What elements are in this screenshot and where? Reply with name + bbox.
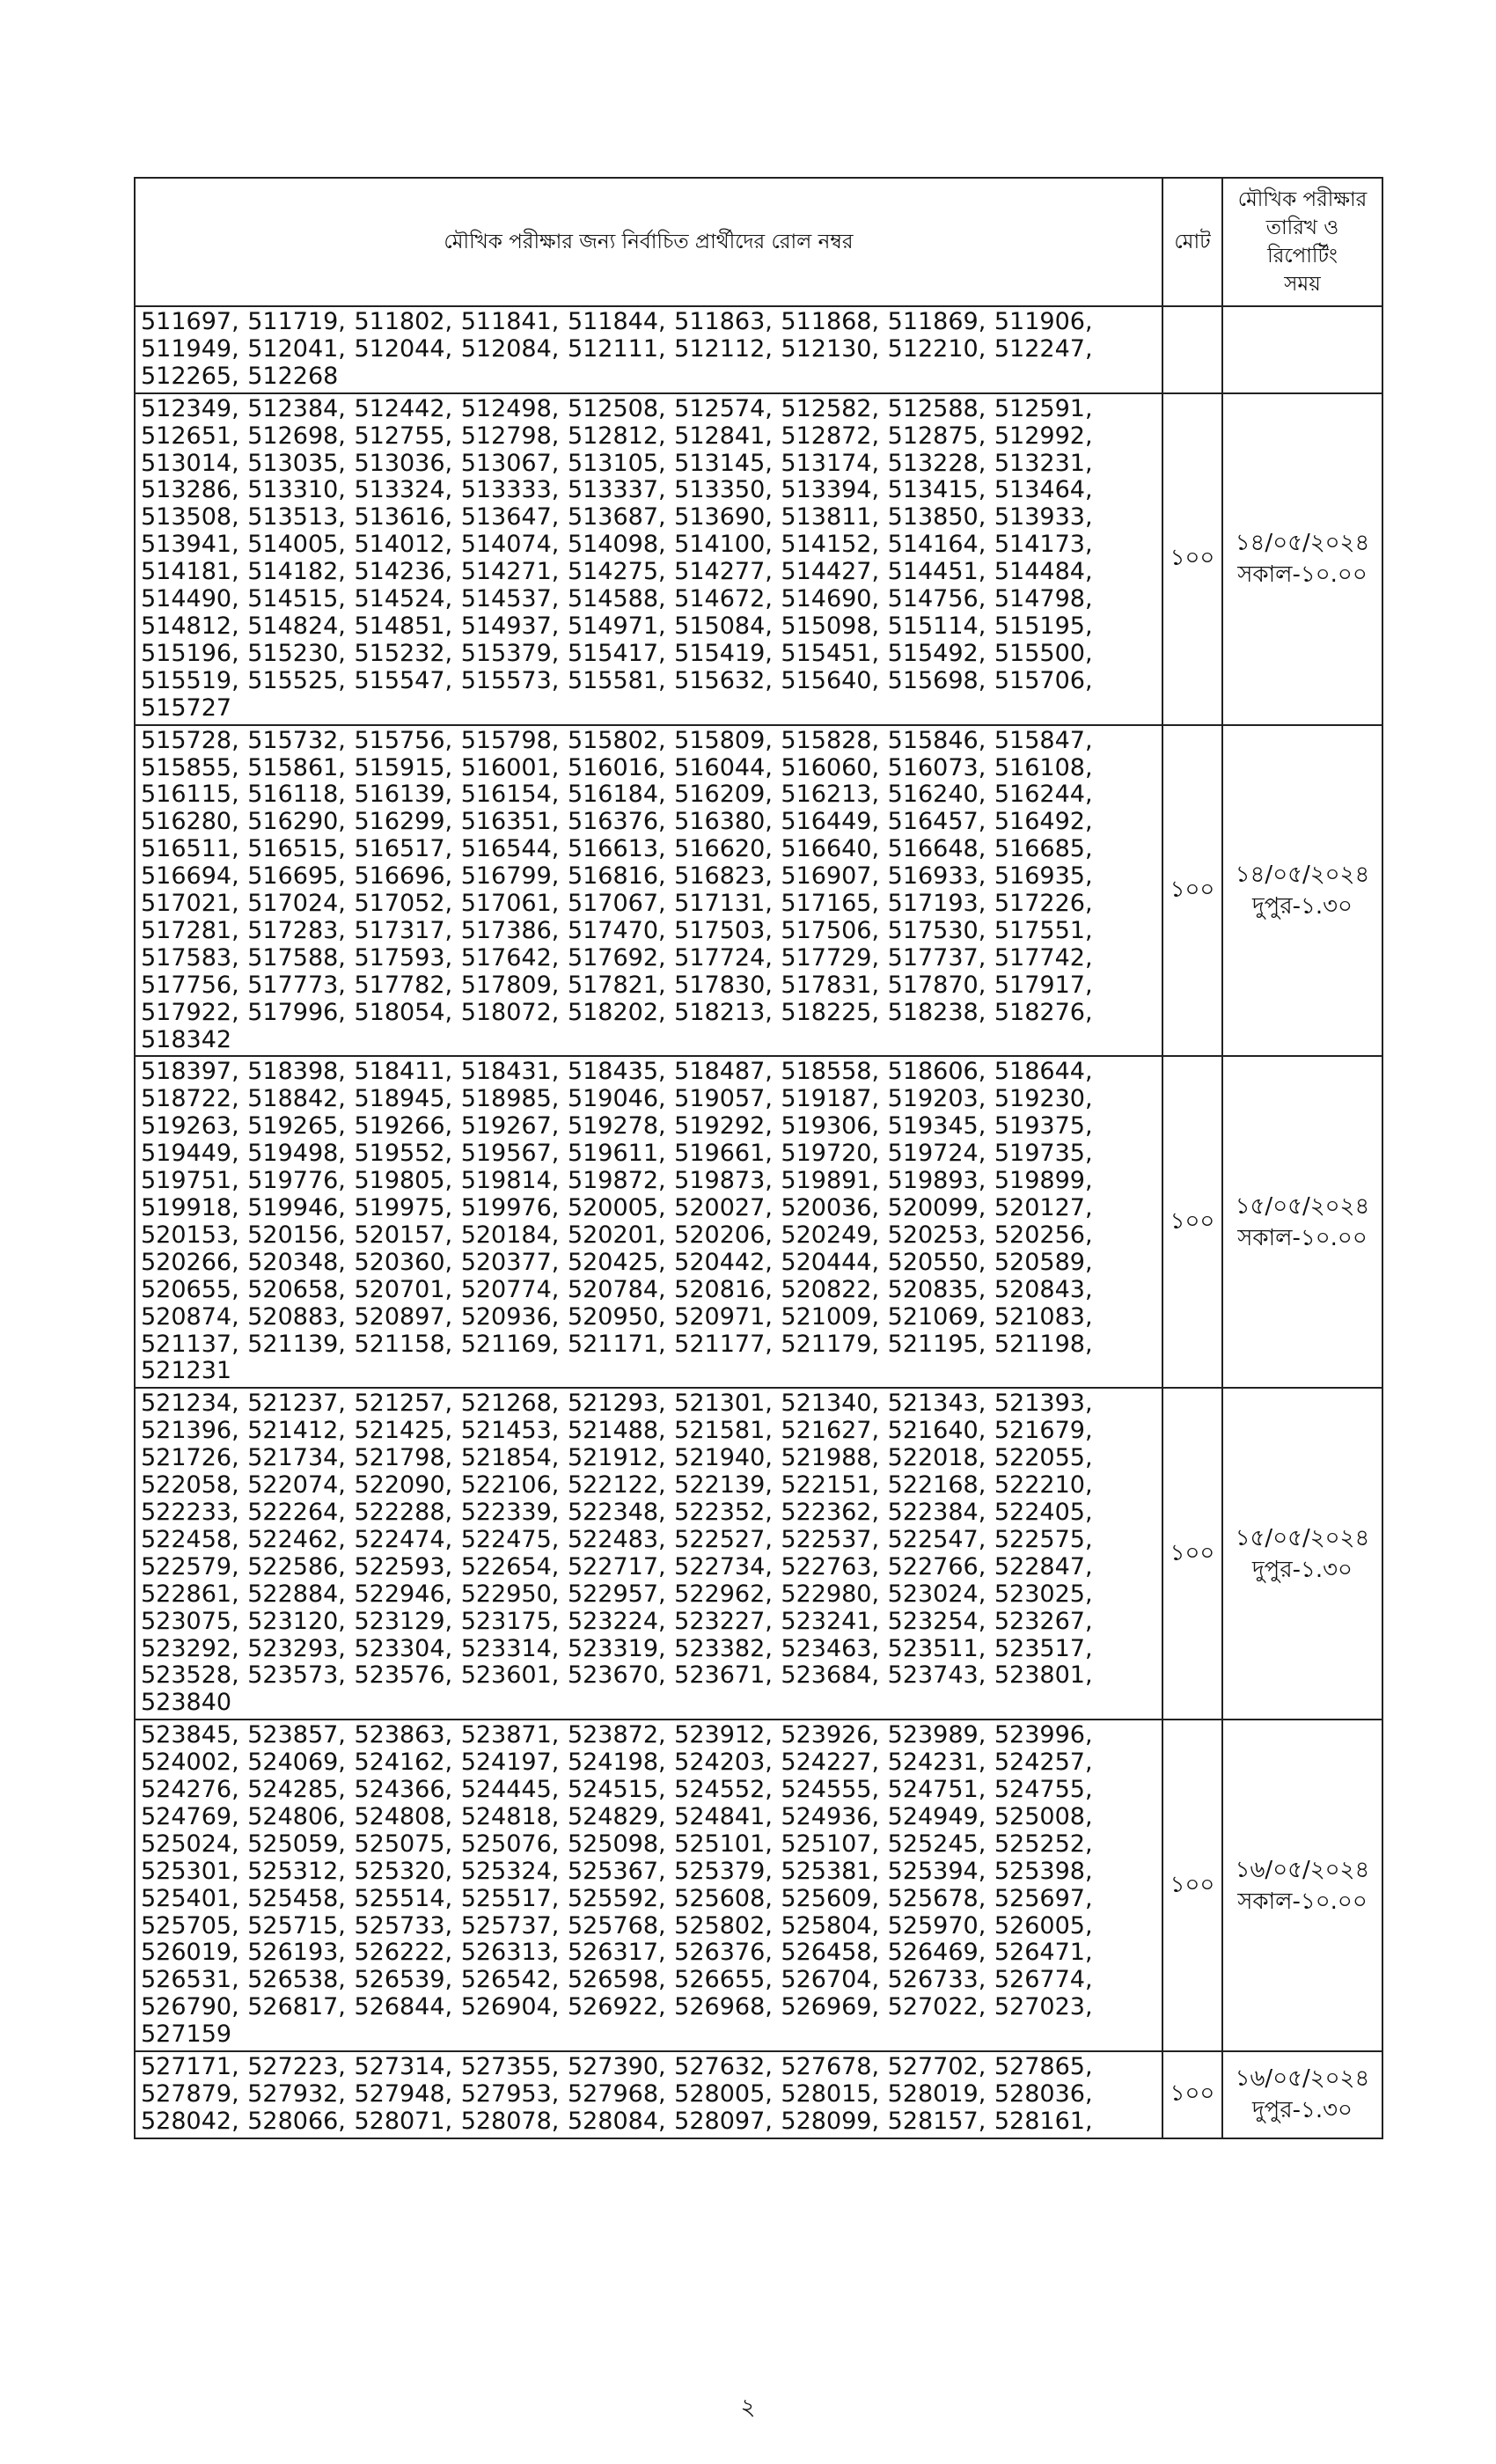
roll-number-line: 519918, 519946, 519975, 519976, 520005, 520027, 520036, 520099, 520127, bbox=[141, 1194, 1093, 1221]
roll-number-line: 518722, 518842, 518945, 518985, 519046, 519057, 519187, 519203, 519230, bbox=[141, 1085, 1093, 1113]
roll-number-line: 512349, 512384, 512442, 512498, 512508, 512574, 512582, 512588, 512591, bbox=[141, 394, 1093, 422]
roll-number-line: 522058, 522074, 522090, 522106, 522122, 522139, 522151, 522168, 522210, bbox=[141, 1471, 1093, 1500]
roll-number-line: 511697, 511719, 511802, 511841, 511844, 511863, 511868, 511869, 511906, bbox=[141, 308, 1093, 335]
roll-number-line: 515728, 515732, 515756, 515798, 515802, 515809, 515828, 515846, 515847, bbox=[141, 726, 1093, 754]
roll-number-line: 527879, 527932, 527948, 527953, 527968, 528005, 528015, 528019, 528036, bbox=[141, 2080, 1093, 2108]
reporting-time: সকাল-১০.০০ bbox=[1237, 561, 1368, 589]
schedule-header-line: সময় bbox=[1284, 273, 1321, 296]
table-row bbox=[135, 393, 1382, 725]
roll-number-line: 515196, 515230, 515232, 515379, 515417, 515419, 515451, 515492, 515500, bbox=[141, 639, 1093, 667]
table-row bbox=[135, 306, 1382, 393]
viva-date: ১৪/০৫/২০২৪ bbox=[1235, 862, 1370, 889]
reporting-time: দুপুর-১.৩০ bbox=[1252, 2097, 1353, 2124]
roll-number-line: 517922, 517996, 518054, 518072, 518202, 518213, 518225, 518238, 518276, bbox=[141, 998, 1093, 1026]
schedule-cell bbox=[1222, 393, 1382, 725]
roll-number-line: 512651, 512698, 512755, 512798, 512812, 512841, 512872, 512875, 512992, bbox=[141, 422, 1093, 450]
roll-numbers-cell bbox=[135, 393, 1162, 725]
roll-number-line: 515519, 515525, 515547, 515573, 515581, 515632, 515640, 515698, 515706, bbox=[141, 666, 1093, 694]
roll-number-line: 520655, 520658, 520701, 520774, 520784, 520816, 520822, 520835, 520843, bbox=[141, 1275, 1093, 1303]
roll-number-line: 526531, 526538, 526539, 526542, 526598, 526655, 526704, 526733, 526774, bbox=[141, 1966, 1093, 1994]
roll-number-line: 521137, 521139, 521158, 521169, 521171, 521177, 521179, 521195, 521198, bbox=[141, 1330, 1093, 1358]
roll-number-line: 524769, 524806, 524808, 524818, 524829, 524841, 524936, 524949, 525008, bbox=[141, 1802, 1093, 1830]
roll-numbers-cell bbox=[135, 1388, 1162, 1720]
roll-number-line: 522579, 522586, 522593, 522654, 522717, 522734, 522763, 522766, 522847, bbox=[141, 1552, 1093, 1580]
roll-number-line: 522861, 522884, 522946, 522950, 522957, 522962, 522980, 523024, 523025, bbox=[141, 1580, 1093, 1608]
roll-numbers-cell bbox=[135, 306, 1162, 393]
roll-number-line: 517583, 517588, 517593, 517642, 517692, 517724, 517729, 517737, 517742, bbox=[141, 943, 1093, 972]
roll-number-line: 514812, 514824, 514851, 514937, 514971, 515084, 515098, 515114, 515195, bbox=[141, 612, 1093, 640]
roll-number-line: 516694, 516695, 516696, 516799, 516816, 516823, 516907, 516933, 516935, bbox=[141, 862, 1093, 891]
roll-number-line: 519263, 519265, 519266, 519267, 519278, 519292, 519306, 519345, 519375, bbox=[141, 1112, 1093, 1140]
roll-number-line: 521234, 521237, 521257, 521268, 521293, 521301, 521340, 521343, 521393, bbox=[141, 1390, 1093, 1418]
total-cell: ১০০ bbox=[1162, 725, 1222, 1057]
viva-date: ১৪/০৫/২০২৪ bbox=[1235, 530, 1370, 557]
roll-number-line: 521726, 521734, 521798, 521854, 521912, 521940, 521988, 522018, 522055, bbox=[141, 1444, 1093, 1472]
roll-number-line: 523075, 523120, 523129, 523175, 523224, 523227, 523241, 523254, 523267, bbox=[141, 1607, 1093, 1635]
roll-number-line: 523840 bbox=[141, 1689, 232, 1717]
reporting-time: দুপুর-১.৩০ bbox=[1252, 1556, 1353, 1583]
roll-number-line: 522458, 522462, 522474, 522475, 522483, 522527, 522537, 522547, 522575, bbox=[141, 1525, 1093, 1553]
roll-number-line: 517281, 517283, 517317, 517386, 517470, 517503, 517506, 517530, 517551, bbox=[141, 916, 1093, 944]
roll-number-line: 515855, 515861, 515915, 516001, 516016, 516044, 516060, 516073, 516108, bbox=[141, 753, 1093, 781]
schedule-cell bbox=[1222, 1388, 1382, 1720]
roll-number-line: 525301, 525312, 525320, 525324, 525367, 525379, 525381, 525394, 525398, bbox=[141, 1857, 1093, 1885]
reporting-time: দুপুর-১.৩০ bbox=[1252, 893, 1353, 920]
schedule-header-line: তারিখ ও রিপোর্টিং bbox=[1265, 216, 1339, 268]
viva-date: ১৫/০৫/২০২৪ bbox=[1235, 1524, 1370, 1551]
roll-number-line: 523528, 523573, 523576, 523601, 523670, 523671, 523684, 523743, 523801, bbox=[141, 1661, 1093, 1690]
roll-numbers-header: মৌখিক পরীক্ষার জন্য নির্বাচিত প্রার্থীদের রোল নম্বর bbox=[135, 178, 1162, 306]
roll-numbers-cell bbox=[135, 1720, 1162, 2051]
total-cell: ১০০ bbox=[1162, 1720, 1222, 2051]
table-row bbox=[135, 1056, 1382, 1388]
schedule-cell bbox=[1222, 306, 1382, 393]
roll-number-line: 516280, 516290, 516299, 516351, 516376, 516380, 516449, 516457, 516492, bbox=[141, 808, 1093, 836]
roll-number-line: 519449, 519498, 519552, 519567, 519611, 519661, 519720, 519724, 519735, bbox=[141, 1140, 1093, 1168]
roll-number-line: 521231 bbox=[141, 1357, 232, 1385]
roll-number-line: 520153, 520156, 520157, 520184, 520201, 520206, 520249, 520253, 520256, bbox=[141, 1221, 1093, 1249]
reporting-time: সকাল-১০.০০ bbox=[1237, 1888, 1368, 1915]
roll-numbers-cell bbox=[135, 1056, 1162, 1388]
schedule-header-line: মৌখিক পরীক্ষার bbox=[1237, 188, 1368, 211]
roll-number-line: 526790, 526817, 526844, 526904, 526922, 526968, 526969, 527022, 527023, bbox=[141, 1993, 1093, 2021]
table-row bbox=[135, 725, 1382, 1057]
roll-number-line: 522233, 522264, 522288, 522339, 522348, 522352, 522362, 522384, 522405, bbox=[141, 1498, 1093, 1526]
reporting-time: সকাল-১০.০০ bbox=[1237, 1224, 1368, 1251]
viva-date: ১৬/০৫/২০২৪ bbox=[1235, 2065, 1370, 2093]
table-row bbox=[135, 1720, 1382, 2051]
schedule-header bbox=[1222, 178, 1382, 306]
roll-number-line: 527159 bbox=[141, 2020, 232, 2049]
roll-number-line: 518397, 518398, 518411, 518431, 518435, 518487, 518558, 518606, 518644, bbox=[141, 1058, 1093, 1086]
table-body bbox=[135, 306, 1382, 2138]
roll-number-line: 528042, 528066, 528071, 528078, 528084, 528097, 528099, 528157, 528161, bbox=[141, 2107, 1093, 2135]
roll-number-line: 511949, 512041, 512044, 512084, 512111, 512112, 512130, 512210, 512247, bbox=[141, 334, 1093, 363]
roll-number-line: 517756, 517773, 517782, 517809, 517821, 517830, 517831, 517870, 517917, bbox=[141, 971, 1093, 999]
roll-number-line: 514490, 514515, 514524, 514537, 514588, 514672, 514690, 514756, 514798, bbox=[141, 585, 1093, 613]
page-number: ২ bbox=[740, 2394, 756, 2421]
roll-number-line: 525024, 525059, 525075, 525076, 525098, 525101, 525107, 525245, 525252, bbox=[141, 1830, 1093, 1858]
roll-number-line: 520266, 520348, 520360, 520377, 520425, 520442, 520444, 520550, 520589, bbox=[141, 1248, 1093, 1276]
roll-number-line: 524276, 524285, 524366, 524445, 524515, 524552, 524555, 524751, 524755, bbox=[141, 1776, 1093, 1804]
roll-number-line: 518342 bbox=[141, 1025, 232, 1053]
schedule-cell bbox=[1222, 1056, 1382, 1388]
viva-date: ১৫/০৫/২০২৪ bbox=[1235, 1192, 1370, 1220]
schedule-cell bbox=[1222, 2051, 1382, 2138]
roll-number-line: 523292, 523293, 523304, 523314, 523319, 523382, 523463, 523511, 523517, bbox=[141, 1634, 1093, 1662]
total-header: মোট bbox=[1162, 178, 1222, 306]
roll-number-line: 524002, 524069, 524162, 524197, 524198, 524203, 524227, 524231, 524257, bbox=[141, 1749, 1093, 1777]
total-cell: ১০০ bbox=[1162, 393, 1222, 725]
roll-number-line: 525705, 525715, 525733, 525737, 525768, 525802, 525804, 525970, 526005, bbox=[141, 1911, 1093, 1940]
table-row bbox=[135, 1388, 1382, 1720]
total-cell: ১০০ bbox=[1162, 1388, 1222, 1720]
total-cell bbox=[1162, 306, 1222, 393]
roll-number-line: 525401, 525458, 525514, 525517, 525592, 525608, 525609, 525678, 525697, bbox=[141, 1884, 1093, 1912]
roll-number-line: 515727 bbox=[141, 693, 232, 722]
roll-number-line: 516511, 516515, 516517, 516544, 516613, 516620, 516640, 516648, 516685, bbox=[141, 835, 1093, 863]
roll-number-line: 513508, 513513, 513616, 513647, 513687, 513690, 513811, 513850, 513933, bbox=[141, 503, 1093, 532]
roll-number-line: 517021, 517024, 517052, 517061, 517067, 517131, 517165, 517193, 517226, bbox=[141, 890, 1093, 918]
roll-number-line: 526019, 526193, 526222, 526313, 526317, 526376, 526458, 526469, 526471, bbox=[141, 1939, 1093, 1967]
roll-number-line: 516115, 516118, 516139, 516154, 516184, 516209, 516213, 516240, 516244, bbox=[141, 781, 1093, 809]
total-cell: ১০০ bbox=[1162, 2051, 1222, 2138]
roll-number-line: 521396, 521412, 521425, 521453, 521488, 521581, 521627, 521640, 521679, bbox=[141, 1417, 1093, 1445]
roll-number-line: 513014, 513035, 513036, 513067, 513105, 513145, 513174, 513228, 513231, bbox=[141, 449, 1093, 477]
roll-number-line: 513941, 514005, 514012, 514074, 514098, 514100, 514152, 514164, 514173, bbox=[141, 531, 1093, 559]
roll-numbers-cell bbox=[135, 725, 1162, 1057]
roll-number-line: 520874, 520883, 520897, 520936, 520950, 520971, 521009, 521069, 521083, bbox=[141, 1302, 1093, 1331]
roll-numbers-cell bbox=[135, 2051, 1162, 2138]
schedule-cell bbox=[1222, 1720, 1382, 2051]
table-header-row bbox=[135, 178, 1382, 306]
roll-number-line: 527171, 527223, 527314, 527355, 527390, 527632, 527678, 527702, 527865, bbox=[141, 2053, 1093, 2081]
schedule-cell bbox=[1222, 725, 1382, 1057]
table-row bbox=[135, 2051, 1382, 2138]
viva-date: ১৬/০৫/২০২৪ bbox=[1235, 1856, 1370, 1883]
roll-number-line: 512265, 512268 bbox=[141, 362, 339, 390]
roll-number-line: 523845, 523857, 523863, 523871, 523872, 523912, 523926, 523989, 523996, bbox=[141, 1721, 1093, 1749]
total-cell: ১০০ bbox=[1162, 1056, 1222, 1388]
roll-number-line: 514181, 514182, 514236, 514271, 514275, 514277, 514427, 514451, 514484, bbox=[141, 558, 1093, 586]
roll-number-line: 513286, 513310, 513324, 513333, 513337, 513350, 513394, 513415, 513464, bbox=[141, 476, 1093, 504]
roll-number-line: 519751, 519776, 519805, 519814, 519872, 519873, 519891, 519893, 519899, bbox=[141, 1167, 1093, 1195]
roll-number-table bbox=[134, 177, 1383, 2139]
